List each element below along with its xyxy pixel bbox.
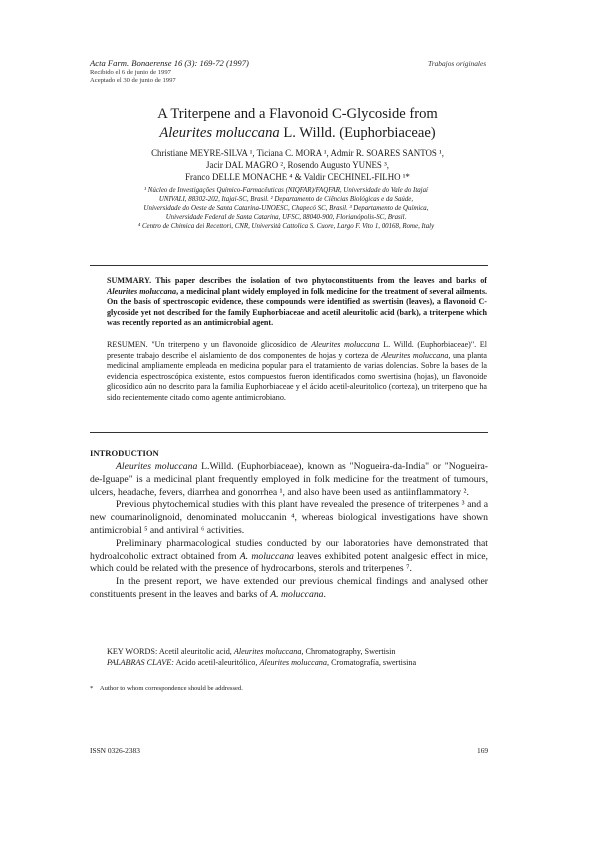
introduction-body [90, 461, 488, 602]
summary-spanish: RESUMEN. "Un triterpeno y un flavonoide glicosídico de Aleurites moluccana L. Willd. (Euphorbiaceae)". El presente trabajo describe el aislamiento de dos componentes de hojas y corteza de Aleurites moluccana, una planta medicinal ampliamente empleada en medicina popular para el tratamiento de varias dolencias. Sobre la bases de la evidencia espectroscópica existente, estos compuestos fueron identificados como swertisina (hojas), un flavonoide glicosídico aún no descrito para la familia Euphorbiaceae y el ácido acetil-aleuritolico (corteza), un triterpeno que ha sido recientemente citado como agente antimicrobiano. [107, 340, 487, 402]
introduction-heading: INTRODUCTION [90, 448, 159, 458]
authors-line2: Jacir DAL MAGRO ², Rosendo Augusto YUNES ³, [206, 160, 389, 170]
authors-line3: Franco DELLE MONACHE ⁴ & Valdir CECHINEL-FILHO ¹* [185, 172, 410, 182]
affiliation-line5: ⁴ Centro de Chimica dei Recettori, CNR, Università Cattolica S. Cuore, Largo F. Vito 1, 00168, Rome, Italy [137, 223, 435, 230]
page-number: 169 [477, 746, 489, 755]
correspondence-footnote: * Author to whom correspondence should be addressed. [90, 685, 243, 692]
summary-bottom-rule [90, 432, 488, 433]
keywords-english: KEY WORDS: Acetil aleuritolic acid, Aleurites moluccana, Chromatography, Swertisin [107, 647, 396, 656]
intro-paragraph-1: Aleurites moluccana L.Willd. (Euphorbiaceae), known as "Nogueira-da-India" or "Nogueira-de-Iguape" is a medicinal plant frequently employed in folk medicine for the treatment of tumours, ulcers, headache, fevers, diarrhea and gonorrhea ¹, and also have been used as antiinflammatory ². [90, 461, 488, 498]
intro-paragraph-4: In the present report, we have extended our previous chemical findings and analysed other constituents present in the leaves and barks of A. moluccana. [90, 576, 488, 600]
summary-english: SUMMARY. This paper describes the isolation of two phytoconstituents from the leaves and barks of Aleurites moluccana, a medicinal plant widely employed in folk medicine for the treatment of several ailments. On the basis of spectroscopic evidence, these compounds were identified as swertisin (leaves), a flavonoid C-glycoside yet not described for the family Euphorbiaceae and acetil aleuritolic acid (bark), a triterpene which was recently reported as an antimicrobial agent. [107, 276, 487, 328]
affiliation-line3: Universidade do Oeste de Santa Catarina-UNOESC, Chapecó SC, Brasil. ³ Departamento de Química, [143, 205, 429, 212]
authors-line1: Christiane MEYRE-SILVA ¹, Ticiana C. MORA ¹, Admir R. SOARES SANTOS ¹, [151, 148, 444, 158]
received-date: Recibido el 6 de junio de 1997 [90, 69, 171, 76]
intro-paragraph-2: Previous phytochemical studies with this plant have revealed the presence of triterpenes ³ and a new coumarinolignoid, denominated moluccanin ⁴, whereas biological investigations have shown antimicrobial ⁵ and antiviral ⁶ activities. [90, 499, 488, 536]
journal-citation: Acta Farm. Bonaerense 16 (3): 169-72 (1997) [90, 58, 249, 68]
affiliation-line2: UNIVALI, 88302-202, Itajaí-SC, Brasil. ² Departamento de Ciências Biológicas e da Saúde, [158, 196, 414, 203]
summary-top-rule [90, 265, 488, 266]
issn: ISSN 0326-2383 [90, 746, 140, 755]
intro-paragraph-3: Preliminary pharmacological studies conducted by our laboratories have demonstrated that hydroalcoholic extract obtained from A. moluccana leaves exhibited potent analgesic effect in mice, which could be related with the presence of hydrocarbons, sterols and triterpenes ⁷. [90, 537, 488, 575]
paper-title-line1: A Triterpene and a Flavonoid C-Glycoside from [157, 106, 438, 122]
paper-title-line2: Aleurites moluccana L. Willd. (Euphorbiaceae) [159, 125, 436, 141]
affiliation-line1: ¹ Núcleo de Investigações Químico-Farmacêuticas (NIQFAR)/FAQFAR, Universidade do Vale do Itajaí [144, 187, 428, 194]
section-label: Trabajos originales [428, 59, 487, 68]
accepted-date: Aceptado el 30 de junio de 1997 [90, 77, 176, 84]
keywords-spanish: PALABRAS CLAVE: Acido acetil-aleuritólico, Aleurites moluccana, Cromatografía, swertisina [107, 658, 417, 667]
affiliation-line4: Universidade Federal de Santa Catarina, UFSC, 88040-900, Florianópolis-SC, Brasil. [165, 214, 407, 221]
